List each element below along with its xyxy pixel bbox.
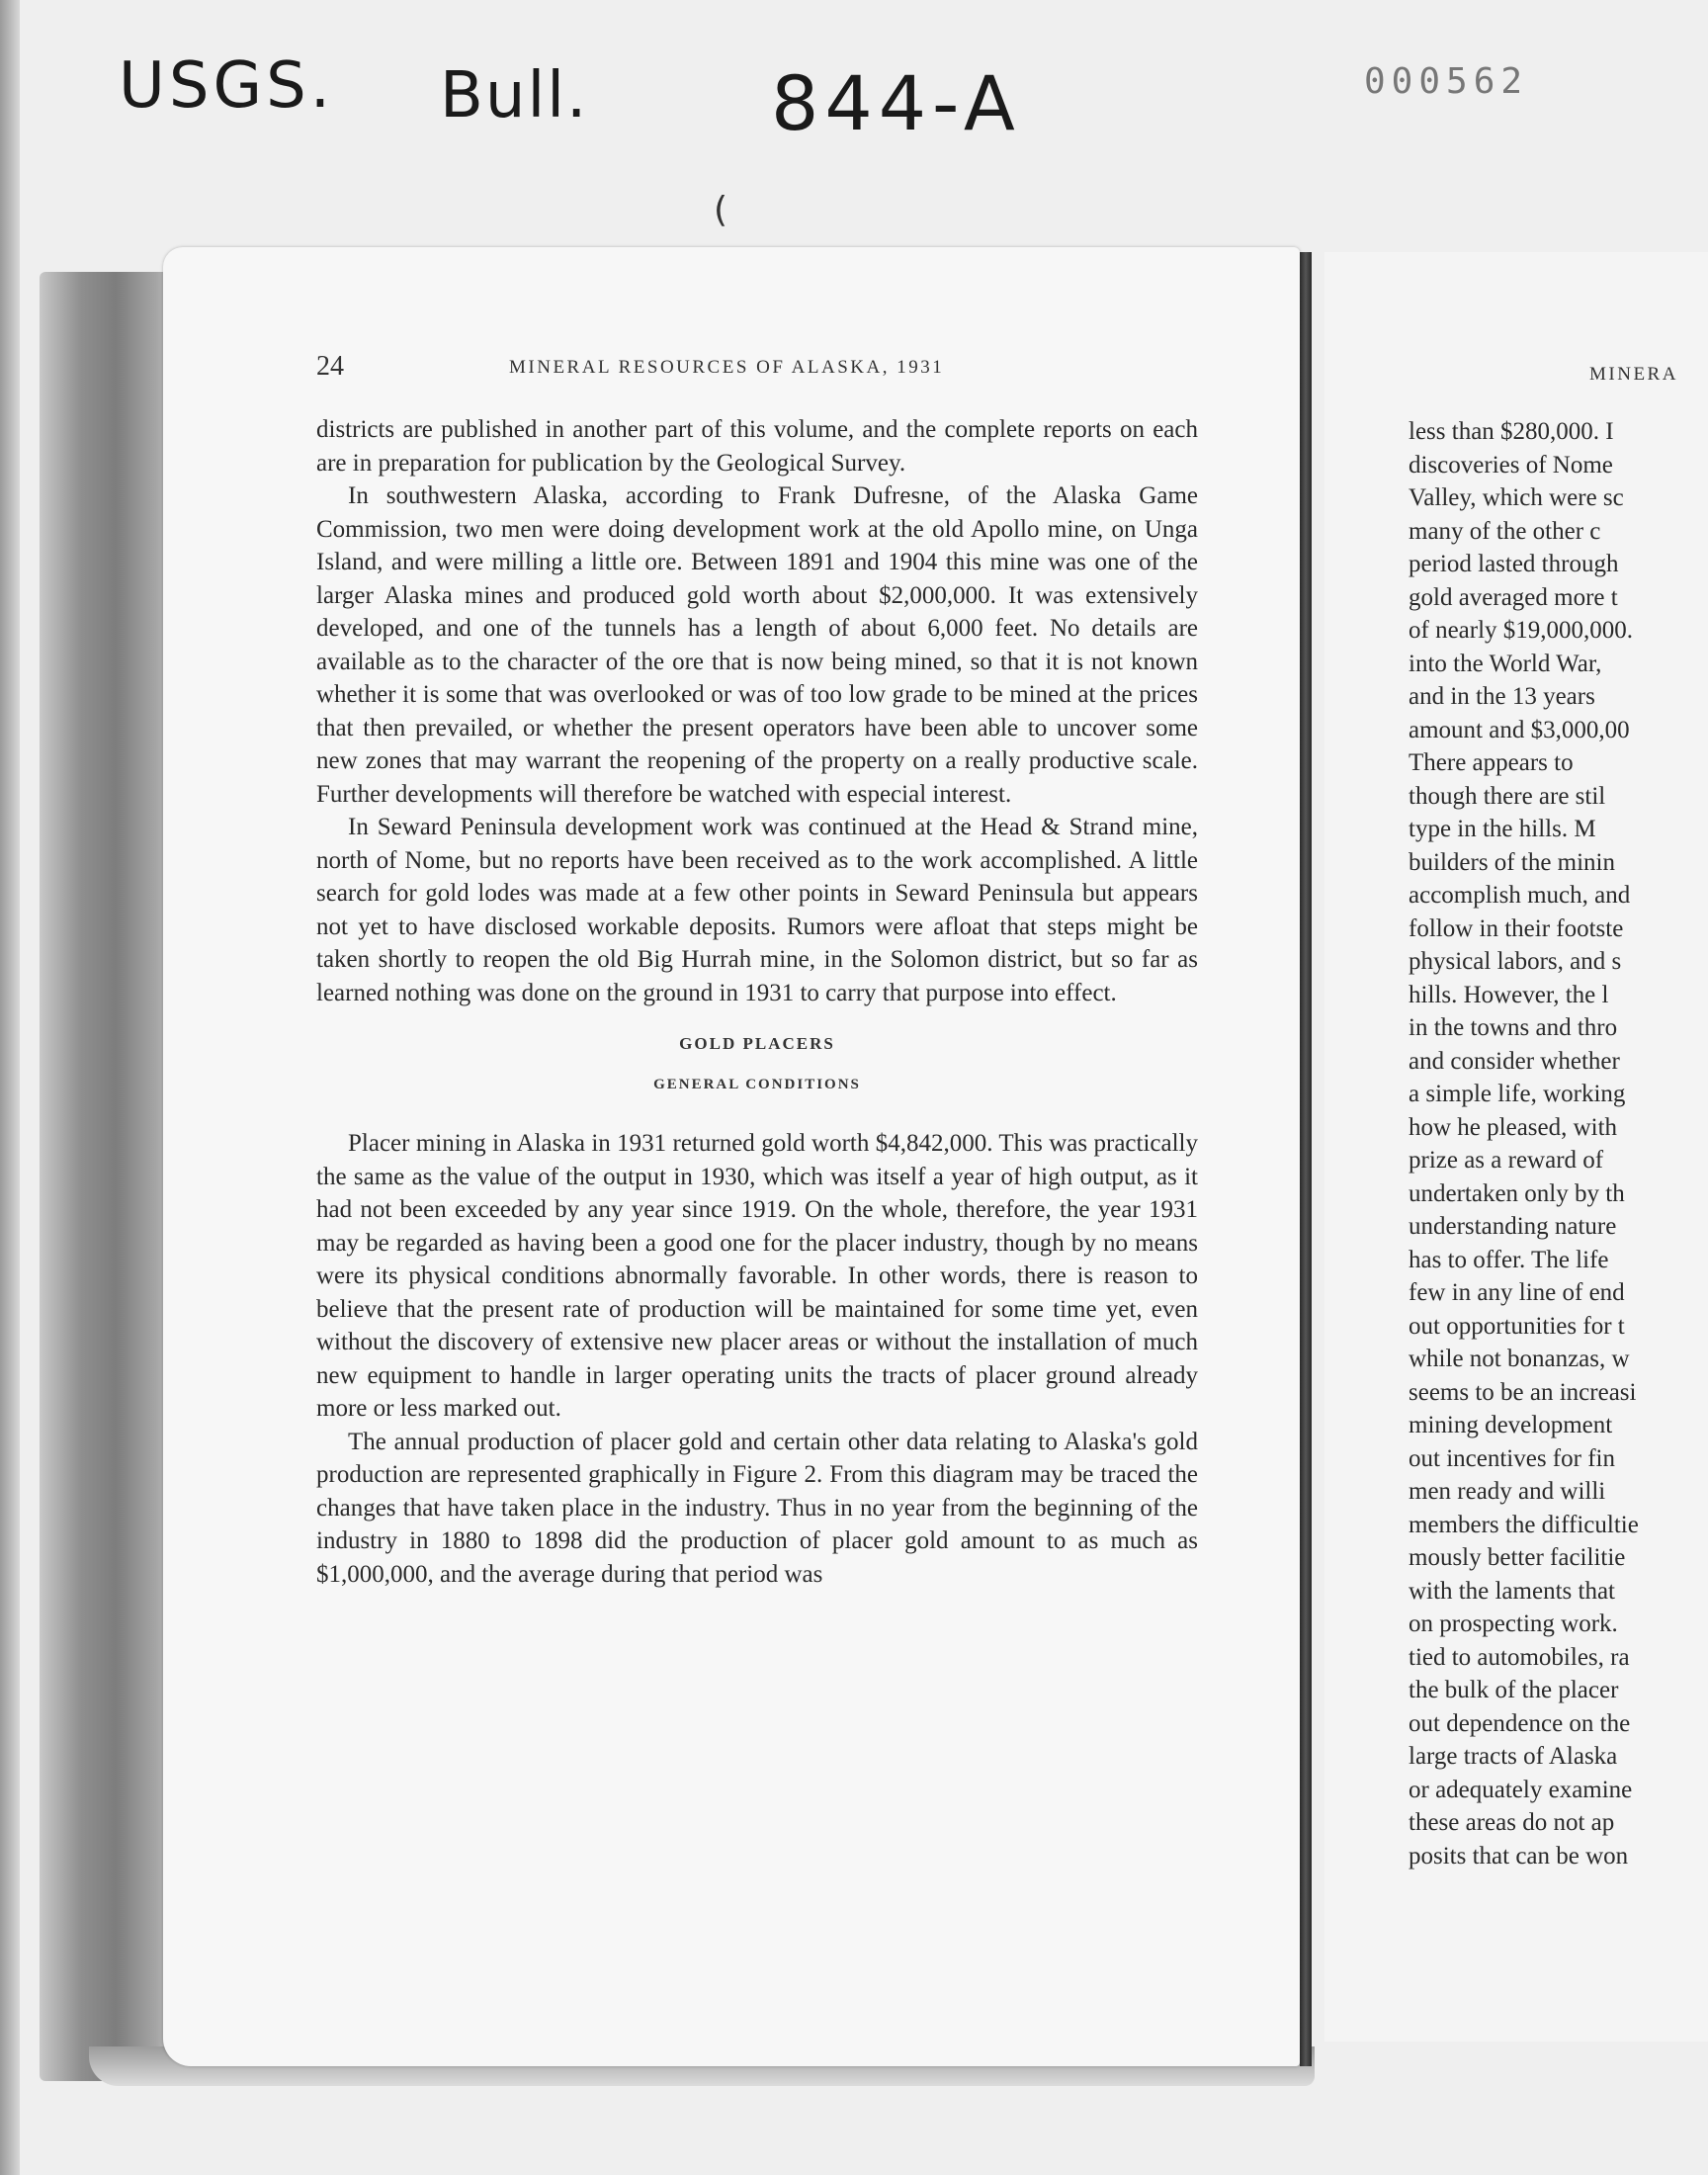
stamped-document-number: 000562 bbox=[1364, 61, 1529, 102]
adjacent-text-line: out opportunities for t bbox=[1409, 1312, 1625, 1340]
adjacent-text-line: these areas do not ap bbox=[1409, 1809, 1615, 1836]
adjacent-text-line: mously better facilitie bbox=[1409, 1544, 1626, 1571]
adjacent-text-line: period lasted through bbox=[1409, 551, 1619, 577]
adjacent-text-line: of nearly $19,000,000. bbox=[1409, 617, 1634, 644]
adjacent-text-line: has to offer. The life bbox=[1409, 1246, 1609, 1273]
adjacent-text-line: into the World War, bbox=[1409, 650, 1602, 677]
adjacent-text-line: mining development bbox=[1409, 1412, 1613, 1438]
adjacent-text-line: undertaken only by th bbox=[1409, 1179, 1625, 1207]
handwritten-series-label: USGS. bbox=[119, 49, 335, 123]
adjacent-text-line: accomplish much, and bbox=[1409, 882, 1631, 909]
adjacent-text-line: how he pleased, with bbox=[1409, 1113, 1618, 1141]
adjacent-text-line: and in the 13 years bbox=[1409, 683, 1595, 710]
page-header bbox=[316, 351, 1196, 391]
adjacent-text-line: members the difficultie bbox=[1409, 1511, 1639, 1538]
adjacent-text-line: less than $280,000. I bbox=[1409, 418, 1614, 445]
adjacent-text-line: understanding nature bbox=[1409, 1213, 1617, 1240]
section-heading: GOLD PLACERS bbox=[679, 1034, 835, 1053]
adjacent-text-line: on prospecting work. bbox=[1409, 1610, 1618, 1637]
adjacent-text-line: hills. However, the l bbox=[1409, 981, 1609, 1008]
adjacent-text-line: prize as a reward of bbox=[1409, 1147, 1604, 1174]
running-head: MINERAL RESOURCES OF ALASKA, 1931 bbox=[509, 357, 945, 378]
stray-pencil-mark: ( bbox=[714, 190, 728, 230]
adjacent-text-line: and consider whether bbox=[1409, 1047, 1620, 1075]
page-body bbox=[316, 413, 1198, 1591]
adjacent-text-line: with the laments that bbox=[1409, 1577, 1615, 1605]
adjacent-text-line: There appears to bbox=[1409, 749, 1574, 776]
page-number: 24 bbox=[316, 351, 344, 382]
adjacent-page bbox=[1324, 252, 1708, 2042]
adjacent-text-line: the bulk of the placer bbox=[1409, 1677, 1619, 1703]
book-gutter bbox=[1300, 252, 1312, 2066]
adjacent-text-line: large tracts of Alaska bbox=[1409, 1743, 1618, 1770]
paragraph: The annual production of placer gold and certain other data relating to Alaska's gold production are represented graphically in Figure 2. From this diagram may be traced the changes that have taken place in the industry. Thus in no year from the beginning of the industry in 1880 to 1898 did the production of placer gold amount to as much as $1,000,000, and the average during that period was bbox=[316, 1428, 1198, 1588]
adjacent-running-head: MINERA bbox=[1589, 364, 1678, 385]
adjacent-page-text bbox=[1409, 415, 1708, 1872]
book-page bbox=[163, 247, 1300, 2066]
adjacent-text-line: gold averaged more t bbox=[1409, 583, 1618, 611]
adjacent-text-line: tied to automobiles, ra bbox=[1409, 1643, 1630, 1671]
adjacent-text-line: posits that can be won bbox=[1409, 1842, 1629, 1870]
adjacent-text-line: few in any line of end bbox=[1409, 1279, 1625, 1306]
adjacent-text-line: amount and $3,000,00 bbox=[1409, 716, 1630, 743]
adjacent-text-line: physical labors, and s bbox=[1409, 948, 1622, 975]
adjacent-text-line: while not bonanzas, w bbox=[1409, 1346, 1630, 1372]
adjacent-text-line: men ready and willi bbox=[1409, 1478, 1606, 1505]
scan-left-edge bbox=[0, 0, 20, 2175]
scan-shadow-strip bbox=[40, 272, 178, 2081]
subsection-heading: GENERAL CONDITIONS bbox=[653, 1076, 861, 1092]
adjacent-text-line: many of the other c bbox=[1409, 517, 1601, 545]
adjacent-text-line: type in the hills. M bbox=[1409, 816, 1596, 842]
adjacent-text-line: out incentives for fin bbox=[1409, 1444, 1615, 1472]
paragraph: In Seward Peninsula development work was continued at the Head & Strand mine, north of Nome, but no reports have been received as to the work accomplished. A little search for gold lodes was made at a few other points in Seward Peninsula but appears not yet to have disclosed workable deposits. Rumors were afloat that steps might be taken shortly to reopen the old Big Hurrah mine, in the Solomon district, but so far as learned nothing was done on the ground in 1931 to carry that purpose into effect. bbox=[316, 814, 1198, 1006]
adjacent-text-line: in the towns and thro bbox=[1409, 1014, 1618, 1041]
adjacent-text-line: though there are stil bbox=[1409, 782, 1606, 810]
handwritten-bulletin-number: 844-A bbox=[771, 59, 1021, 147]
adjacent-text-line: builders of the minin bbox=[1409, 848, 1615, 876]
adjacent-text-line: seems to be an increasi bbox=[1409, 1378, 1637, 1406]
adjacent-text-line: discoveries of Nome bbox=[1409, 451, 1613, 478]
paragraph: districts are published in another part of this volume, and the complete reports on each are in preparation for publication by the Geological Survey. bbox=[316, 416, 1198, 477]
handwritten-bulletin-label: Bull. bbox=[440, 59, 589, 132]
paragraph: Placer mining in Alaska in 1931 returned gold worth $4,842,000. This was practically the same as the value of the output in 1930, which was itself a year of high output, as it had not been exceeded by any year since 1919. On the whole, therefore, the year 1931 may be regarded as having been a good one for the placer industry, though by no means were its physical conditions abnormally favorable. In other words, there is reason to believe that the present rate of production will be maintained for some time yet, even without the discovery of extensive new placer areas or without the installation of much new equipment to handle in larger operating units the tracts of placer ground already more or less marked out. bbox=[316, 1130, 1198, 1422]
adjacent-text-line: or adequately examine bbox=[1409, 1776, 1633, 1803]
adjacent-text-line: out dependence on the bbox=[1409, 1709, 1631, 1737]
adjacent-text-line: follow in their footste bbox=[1409, 914, 1624, 942]
adjacent-text-line: Valley, which were sc bbox=[1409, 484, 1624, 511]
adjacent-text-line: a simple life, working bbox=[1409, 1081, 1626, 1107]
paragraph: In southwestern Alaska, according to Frank Dufresne, of the Alaska Game Commission, two men were doing development work at the old Apollo mine, on Unga Island, and were milling a little ore. Between 1891 and 1904 this mine was one of the larger Alaska mines and produced gold worth about $2,000,000. It was extensively developed, and one of the tunnels has a length of about 6,000 feet. No details are available as to the character of the ore that is now being mined, so that it is not known whether it is some that was overlooked or was of too low grade to be mined at the prices that then prevailed, or whether the present operators have been able to uncover some new zones that may warrant the reopening of the property on a really productive scale. Further developments will therefore be watched with especial interest. bbox=[316, 482, 1198, 808]
